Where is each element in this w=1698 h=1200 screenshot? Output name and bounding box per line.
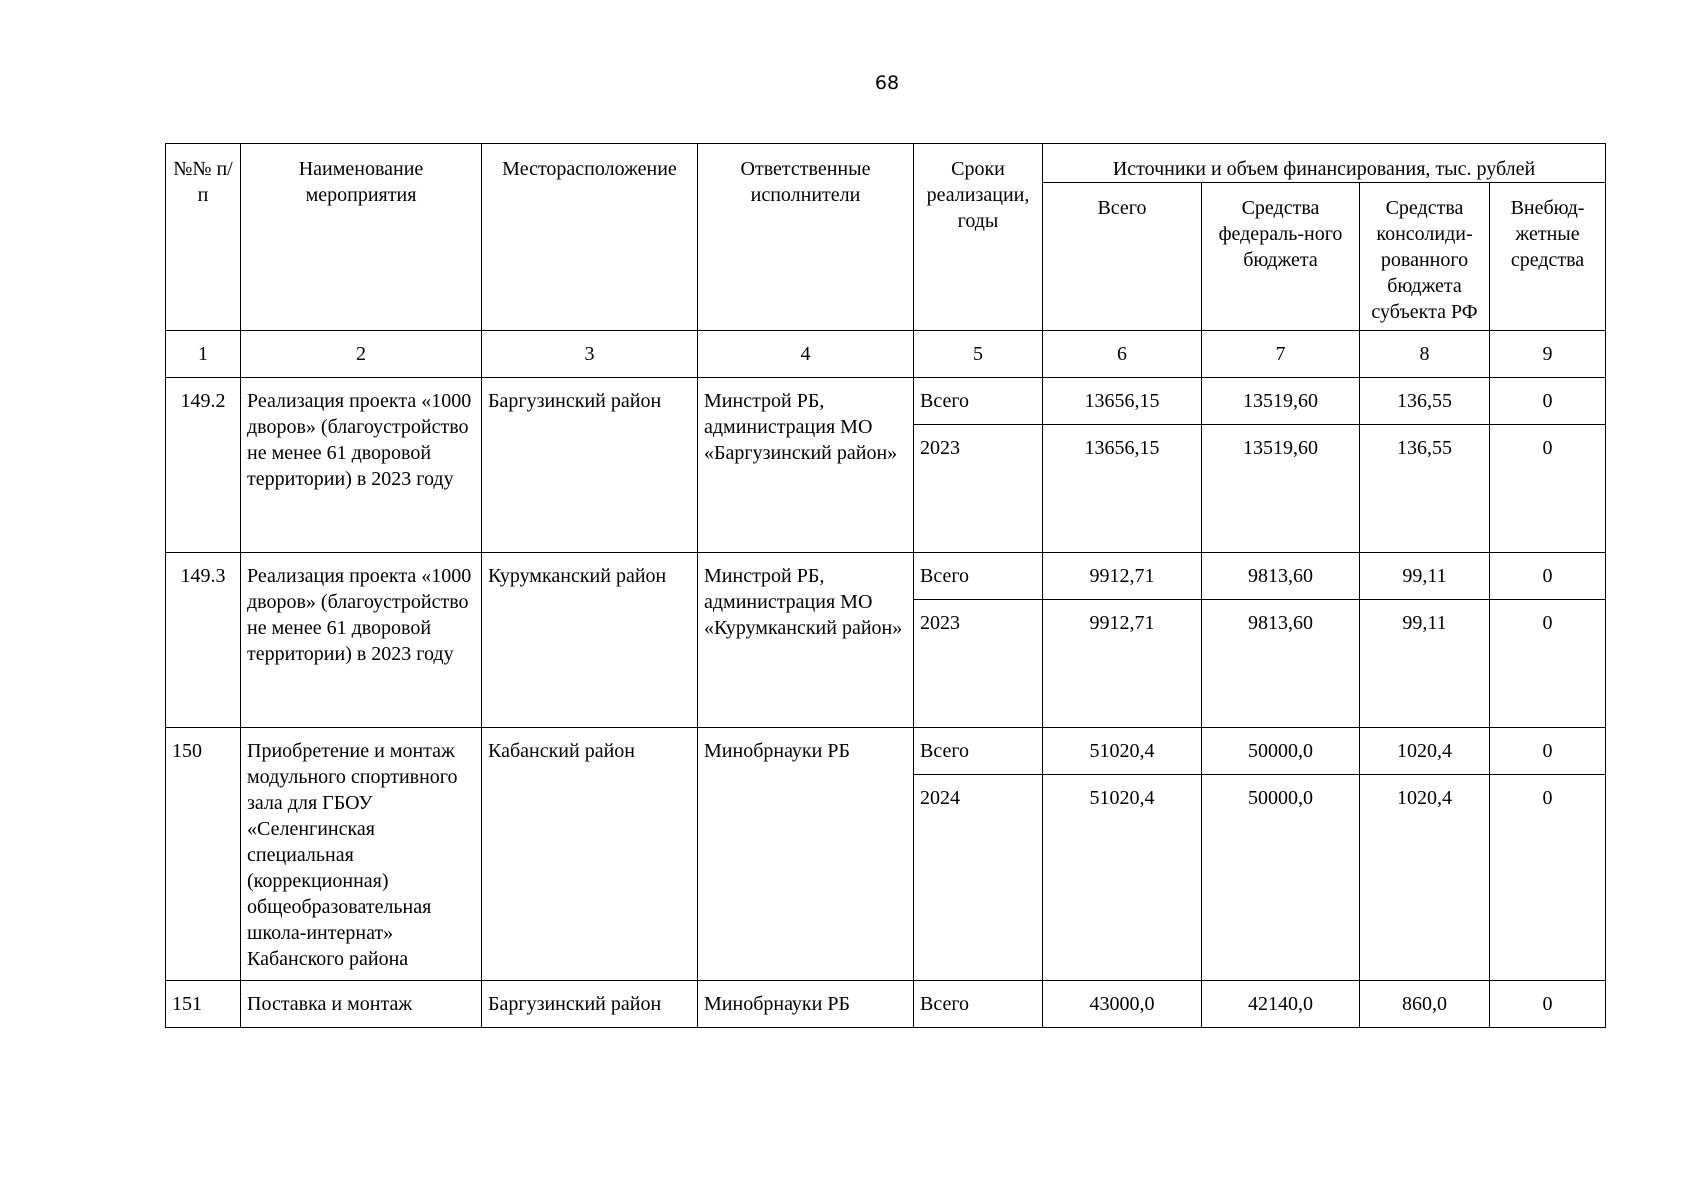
row-federal: 50000,0 xyxy=(1202,728,1360,775)
row-consolidated: 1020,4 xyxy=(1360,775,1490,981)
column-number: 7 xyxy=(1202,331,1360,378)
row-total: 43000,0 xyxy=(1043,981,1202,1028)
row-responsible: Минобрнауки РБ xyxy=(698,981,914,1028)
page-number: 68 xyxy=(874,72,900,94)
table-row xyxy=(166,378,1606,425)
row-federal: 9813,60 xyxy=(1202,553,1360,600)
column-number: 6 xyxy=(1043,331,1202,378)
row-period: 2023 xyxy=(914,600,1043,728)
header-extra: Внебюд-жетные средства xyxy=(1490,183,1606,331)
row-num: 151 xyxy=(166,981,241,1028)
row-federal: 13519,60 xyxy=(1202,425,1360,553)
row-location: Баргузинский район xyxy=(482,981,698,1028)
table-row xyxy=(166,728,1606,775)
header-sources: Источники и объем финансирования, тыс. рублей xyxy=(1043,144,1606,183)
row-period: Всего xyxy=(914,378,1043,425)
row-name: Реализация проекта «1000 дворов» (благоустройство не менее 61 дворовой территории) в 2023 году xyxy=(241,553,482,728)
row-period: 2023 xyxy=(914,425,1043,553)
row-consolidated: 99,11 xyxy=(1360,553,1490,600)
row-name: Приобретение и монтаж модульного спортивного зала для ГБОУ «Селенгинская специальная (коррекционная) общеобразовательная школа-интернат» Кабанского района xyxy=(241,728,482,981)
column-number: 3 xyxy=(482,331,698,378)
financing-table xyxy=(165,143,1606,1028)
row-consolidated: 99,11 xyxy=(1360,600,1490,728)
row-extra: 0 xyxy=(1490,378,1606,425)
row-responsible: Минстрой РБ, администрация МО «Баргузинский район» xyxy=(698,378,914,553)
row-period: 2024 xyxy=(914,775,1043,981)
header-consolidated: Средства консолиди-рованного бюджета субъекта РФ xyxy=(1360,183,1490,331)
row-extra: 0 xyxy=(1490,728,1606,775)
row-location: Курумканский район xyxy=(482,553,698,728)
header-terms: Сроки реализации, годы xyxy=(914,144,1043,331)
row-name: Реализация проекта «1000 дворов» (благоустройство не менее 61 дворовой территории) в 2023 году xyxy=(241,378,482,553)
row-total: 13656,15 xyxy=(1043,425,1202,553)
row-period: Всего xyxy=(914,981,1043,1028)
header-name: Наименование мероприятия xyxy=(241,144,482,331)
header-location: Месторасположение xyxy=(482,144,698,331)
row-consolidated: 860,0 xyxy=(1360,981,1490,1028)
column-numbers-row xyxy=(166,331,1606,378)
column-number: 5 xyxy=(914,331,1043,378)
row-extra: 0 xyxy=(1490,981,1606,1028)
row-location: Баргузинский район xyxy=(482,378,698,553)
row-num: 150 xyxy=(166,728,241,981)
row-total: 9912,71 xyxy=(1043,600,1202,728)
row-federal: 9813,60 xyxy=(1202,600,1360,728)
row-federal: 50000,0 xyxy=(1202,775,1360,981)
row-total: 51020,4 xyxy=(1043,728,1202,775)
row-location: Кабанский район xyxy=(482,728,698,981)
row-extra: 0 xyxy=(1490,425,1606,553)
row-extra: 0 xyxy=(1490,553,1606,600)
row-num: 149.2 xyxy=(166,378,241,553)
row-period: Всего xyxy=(914,553,1043,600)
column-number: 4 xyxy=(698,331,914,378)
row-federal: 13519,60 xyxy=(1202,378,1360,425)
table-row xyxy=(166,981,1606,1028)
row-consolidated: 1020,4 xyxy=(1360,728,1490,775)
table-row xyxy=(166,553,1606,600)
column-number: 2 xyxy=(241,331,482,378)
header-responsible: Ответственные исполнители xyxy=(698,144,914,331)
row-consolidated: 136,55 xyxy=(1360,378,1490,425)
column-number: 1 xyxy=(166,331,241,378)
row-total: 51020,4 xyxy=(1043,775,1202,981)
row-num: 149.3 xyxy=(166,553,241,728)
row-extra: 0 xyxy=(1490,600,1606,728)
header-federal: Средства федераль-ного бюджета xyxy=(1202,183,1360,331)
column-number: 9 xyxy=(1490,331,1606,378)
row-federal: 42140,0 xyxy=(1202,981,1360,1028)
header-num: №№ п/п xyxy=(166,144,241,331)
row-consolidated: 136,55 xyxy=(1360,425,1490,553)
row-period: Всего xyxy=(914,728,1043,775)
row-responsible: Минобрнауки РБ xyxy=(698,728,914,981)
row-total: 9912,71 xyxy=(1043,553,1202,600)
header-total: Всего xyxy=(1043,183,1202,331)
column-number: 8 xyxy=(1360,331,1490,378)
row-name: Поставка и монтаж xyxy=(241,981,482,1028)
row-extra: 0 xyxy=(1490,775,1606,981)
row-total: 13656,15 xyxy=(1043,378,1202,425)
row-responsible: Минстрой РБ, администрация МО «Курумканский район» xyxy=(698,553,914,728)
